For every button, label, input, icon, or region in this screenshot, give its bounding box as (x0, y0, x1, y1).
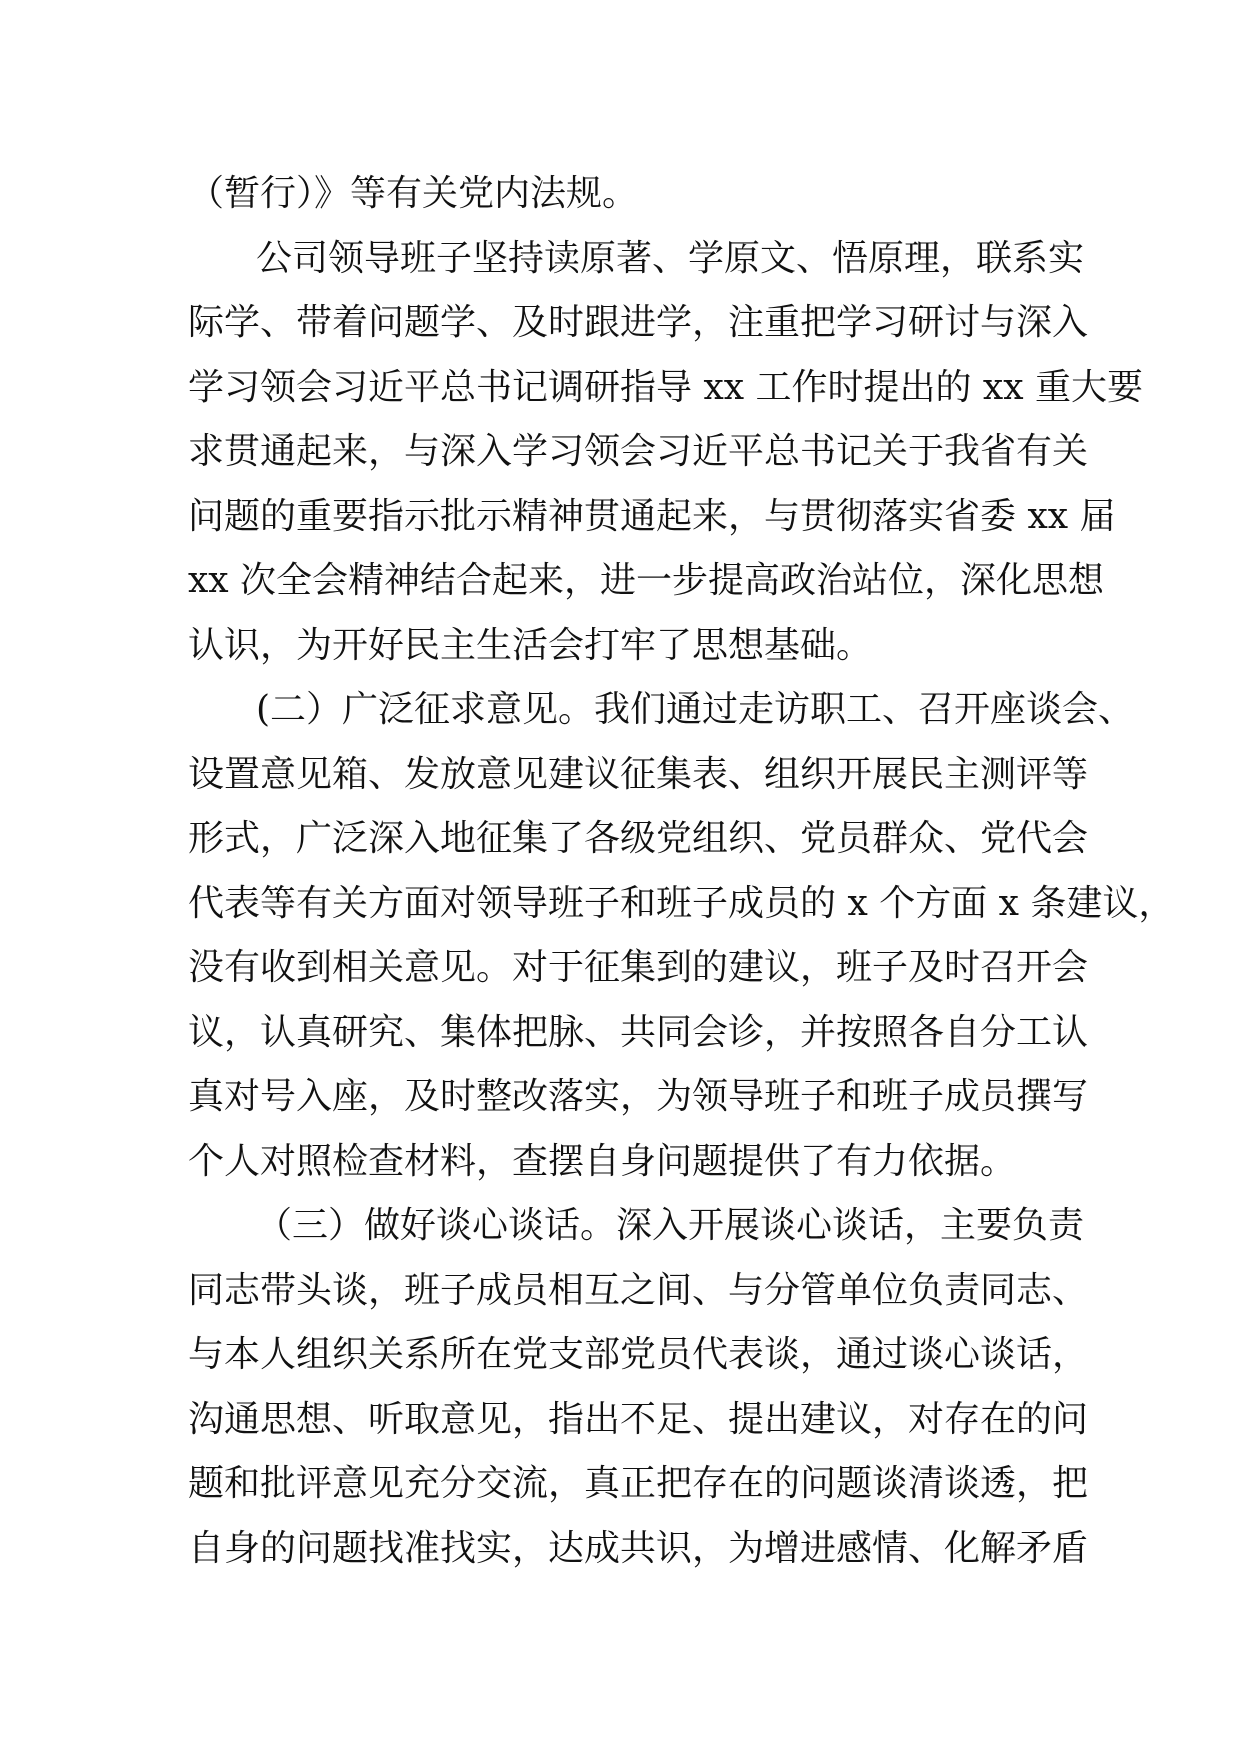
text-line-14: 议，认真研究、集体把脉、共同会诊，并按照各自分工认 (188, 1011, 1089, 1053)
text-line-22: 自身的问题找准找实，达成共识，为增进感情、化解矛盾 (188, 1527, 1089, 1569)
text-line-13: 没有收到相关意见。对于征集到的建议，班子及时召开会 (188, 947, 1089, 988)
text-line-20: 沟通思想、听取意见，指出不足、提出建议，对存在的问 (188, 1398, 1089, 1440)
text-line-8: 认识，为开好民主生活会打牢了思想基础。 (188, 624, 873, 666)
text-line-7: xx 次全会精神结合起来，进一步提高政治站位，深化思想 (188, 560, 1105, 601)
text-line-3: 际学、带着问题学、及时跟进学，注重把学习研讨与深入 (188, 302, 1089, 343)
text-line-5: 求贯通起来，与深入学习领会习近平总书记关于我省有关 (188, 431, 1089, 472)
text-line-16: 个人对照检查材料，查摆自身问题提供了有力依据。 (188, 1140, 1017, 1182)
text-line-18: 同志带头谈，班子成员相互之间、与分管单位负责同志、 (188, 1269, 1089, 1311)
text-line-17: （三）做好谈心谈话。深入开展谈心谈话，主要负责 (256, 1205, 1085, 1246)
text-line-10: 设置意见箱、发放意见建议征集表、组织开展民主测评等 (188, 753, 1089, 795)
text-line-6: 问题的重要指示批示精神贯通起来，与贯彻落实省委 xx 届 (188, 495, 1116, 537)
text-line-2: 公司领导班子坚持读原著、学原文、悟原理，联系实 (256, 237, 1085, 279)
text-line-21: 题和批评意见充分交流，真正把存在的问题谈清谈透，把 (188, 1463, 1089, 1504)
text-line-9: (二）广泛征求意见。我们通过走访职工、召开座谈会、 (256, 689, 1135, 730)
text-line-19: 与本人组织关系所在党支部党员代表谈，通过谈心谈话， (188, 1334, 1089, 1375)
document-body (188, 162, 1175, 1581)
text-line-1: （暂行）》等有关党内法规。 (188, 173, 639, 214)
text-line-4: 学习领会习近平总书记调研指导 xx 工作时提出的 xx 重大要 (188, 366, 1143, 408)
text-line-15: 真对号入座，及时整改落实，为领导班子和班子成员撰写 (188, 1076, 1089, 1117)
text-line-12: 代表等有关方面对领导班子和班子成员的 x 个方面 x 条建议， (188, 882, 1175, 924)
text-line-11: 形式，广泛深入地征集了各级党组织、党员群众、党代会 (188, 818, 1089, 859)
